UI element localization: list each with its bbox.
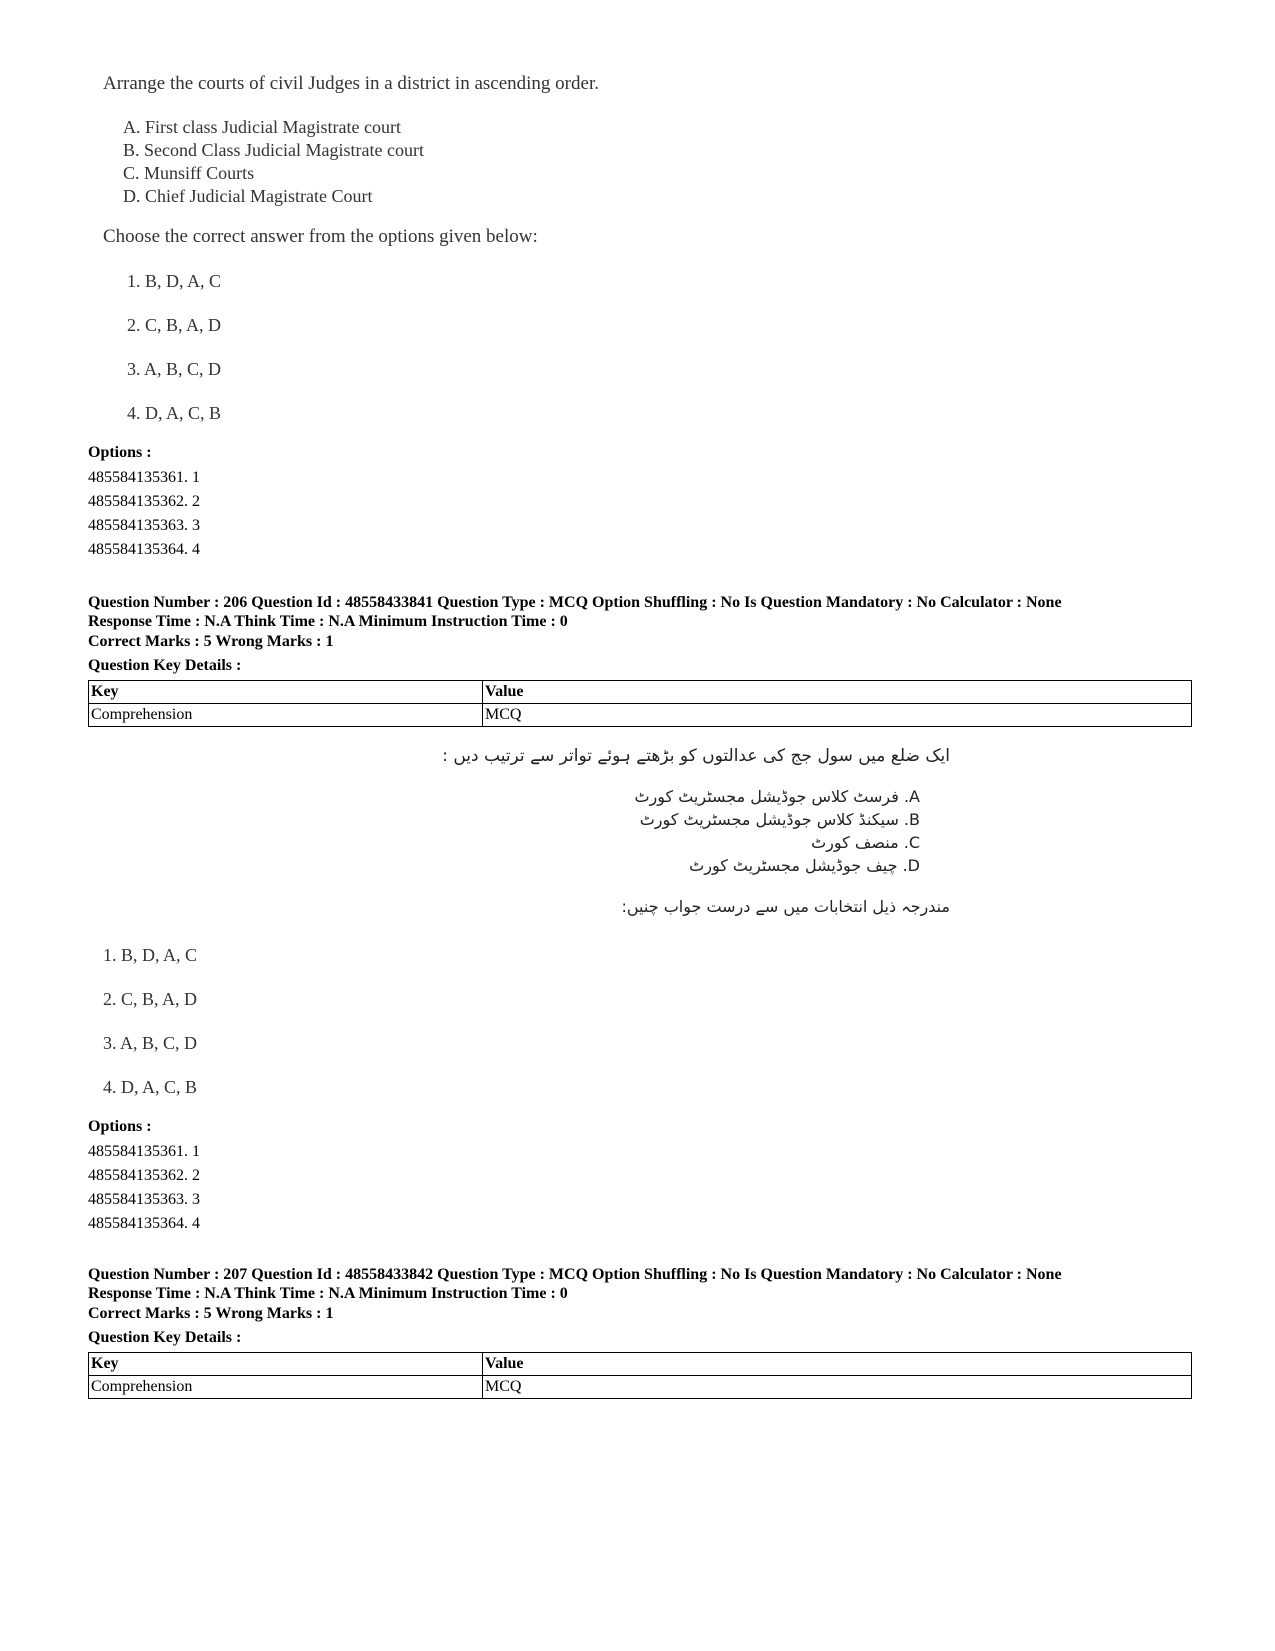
q206-choice-2: 2. C, B, A, D [103,989,198,1009]
option-item: 485584135363. 3 [88,1191,200,1208]
key-cell: Comprehension [89,704,483,727]
q206-marks: Correct Marks : 5 Wrong Marks : 1 [88,633,334,650]
q206-choice-1: 1. B, D, A, C [103,945,198,965]
q207-meta-line1: Question Number : 207 Question Id : 48558433842 Question Type : MCQ Option Shuffling : No Is Question Mandatory : No Calculator : None [88,1266,1062,1283]
table-header-row [89,681,1192,704]
option-item: 485584135362. 2 [88,493,200,510]
list-item: B. Second Class Judicial Magistrate court [123,140,424,160]
list-item: C. منصف کورٹ [811,833,920,852]
option-item: 485584135361. 1 [88,469,200,486]
option-item: 485584135364. 4 [88,541,200,558]
list-item: D. Chief Judicial Magistrate Court [123,186,373,206]
q206-key-table [88,680,1192,727]
q206-choice-3: 3. A, B, C, D [103,1033,198,1053]
value-header: Value [483,681,1192,704]
q206-options-list [88,1140,200,1236]
q205-options-label: Options : [88,444,152,461]
q206-urdu-question: ایک ضلع میں سول جج کی عدالتوں کو بڑھتے ہوئے تواتر سے ترتیب دیں : [442,746,950,766]
q206-urdu-item-list [634,785,920,877]
q206-key-details-label: Question Key Details : [88,657,242,674]
table-row [89,1376,1192,1399]
list-item: C. Munsiff Courts [123,163,255,183]
q205-options-list [88,466,200,562]
value-header: Value [483,1353,1192,1376]
q207-marks: Correct Marks : 5 Wrong Marks : 1 [88,1305,334,1322]
q206-urdu-instruction: مندرجہ ذیل انتخابات میں سے درست جواب چنیں: [621,897,950,916]
table-row [89,704,1192,727]
q207-meta [88,1265,1062,1303]
option-item: 485584135363. 3 [88,517,200,534]
option-item: 485584135364. 4 [88,1215,200,1232]
key-cell: Comprehension [89,1376,483,1399]
q205-instruction: Choose the correct answer from the options given below: [103,226,538,247]
key-header: Key [89,1353,483,1376]
q205-item-list [123,116,424,208]
q206-choice-4: 4. D, A, C, B [103,1077,198,1097]
q206-options-label: Options : [88,1118,152,1135]
list-item: D. چیف جوڈیشل مجسٹریٹ کورٹ [689,856,920,875]
q207-key-details-label: Question Key Details : [88,1329,242,1346]
list-item: A. First class Judicial Magistrate court [123,117,401,137]
q205-question-text: Arrange the courts of civil Judges in a district in ascending order. [103,73,599,94]
q206-meta-line1: Question Number : 206 Question Id : 48558433841 Question Type : MCQ Option Shuffling : No Is Question Mandatory : No Calculator : None [88,594,1062,611]
option-item: 485584135361. 1 [88,1143,200,1160]
q206-meta-line2: Response Time : N.A Think Time : N.A Minimum Instruction Time : 0 [88,613,568,630]
list-item: B. سیکنڈ کلاس جوڈیشل مجسٹریٹ کورٹ [639,810,920,829]
q205-choice-4: 4. D, A, C, B [127,403,222,423]
q207-meta-line2: Response Time : N.A Think Time : N.A Minimum Instruction Time : 0 [88,1285,568,1302]
q205-choice-1: 1. B, D, A, C [127,271,222,291]
q207-key-table [88,1352,1192,1399]
q205-choice-3: 3. A, B, C, D [127,359,222,379]
table-header-row [89,1353,1192,1376]
value-cell: MCQ [483,704,1192,727]
value-cell: MCQ [483,1376,1192,1399]
key-header: Key [89,681,483,704]
q205-choice-2: 2. C, B, A, D [127,315,222,335]
list-item: A. فرسٹ کلاس جوڈیشل مجسٹریٹ کورٹ [634,787,920,806]
q206-meta [88,593,1062,631]
option-item: 485584135362. 2 [88,1167,200,1184]
